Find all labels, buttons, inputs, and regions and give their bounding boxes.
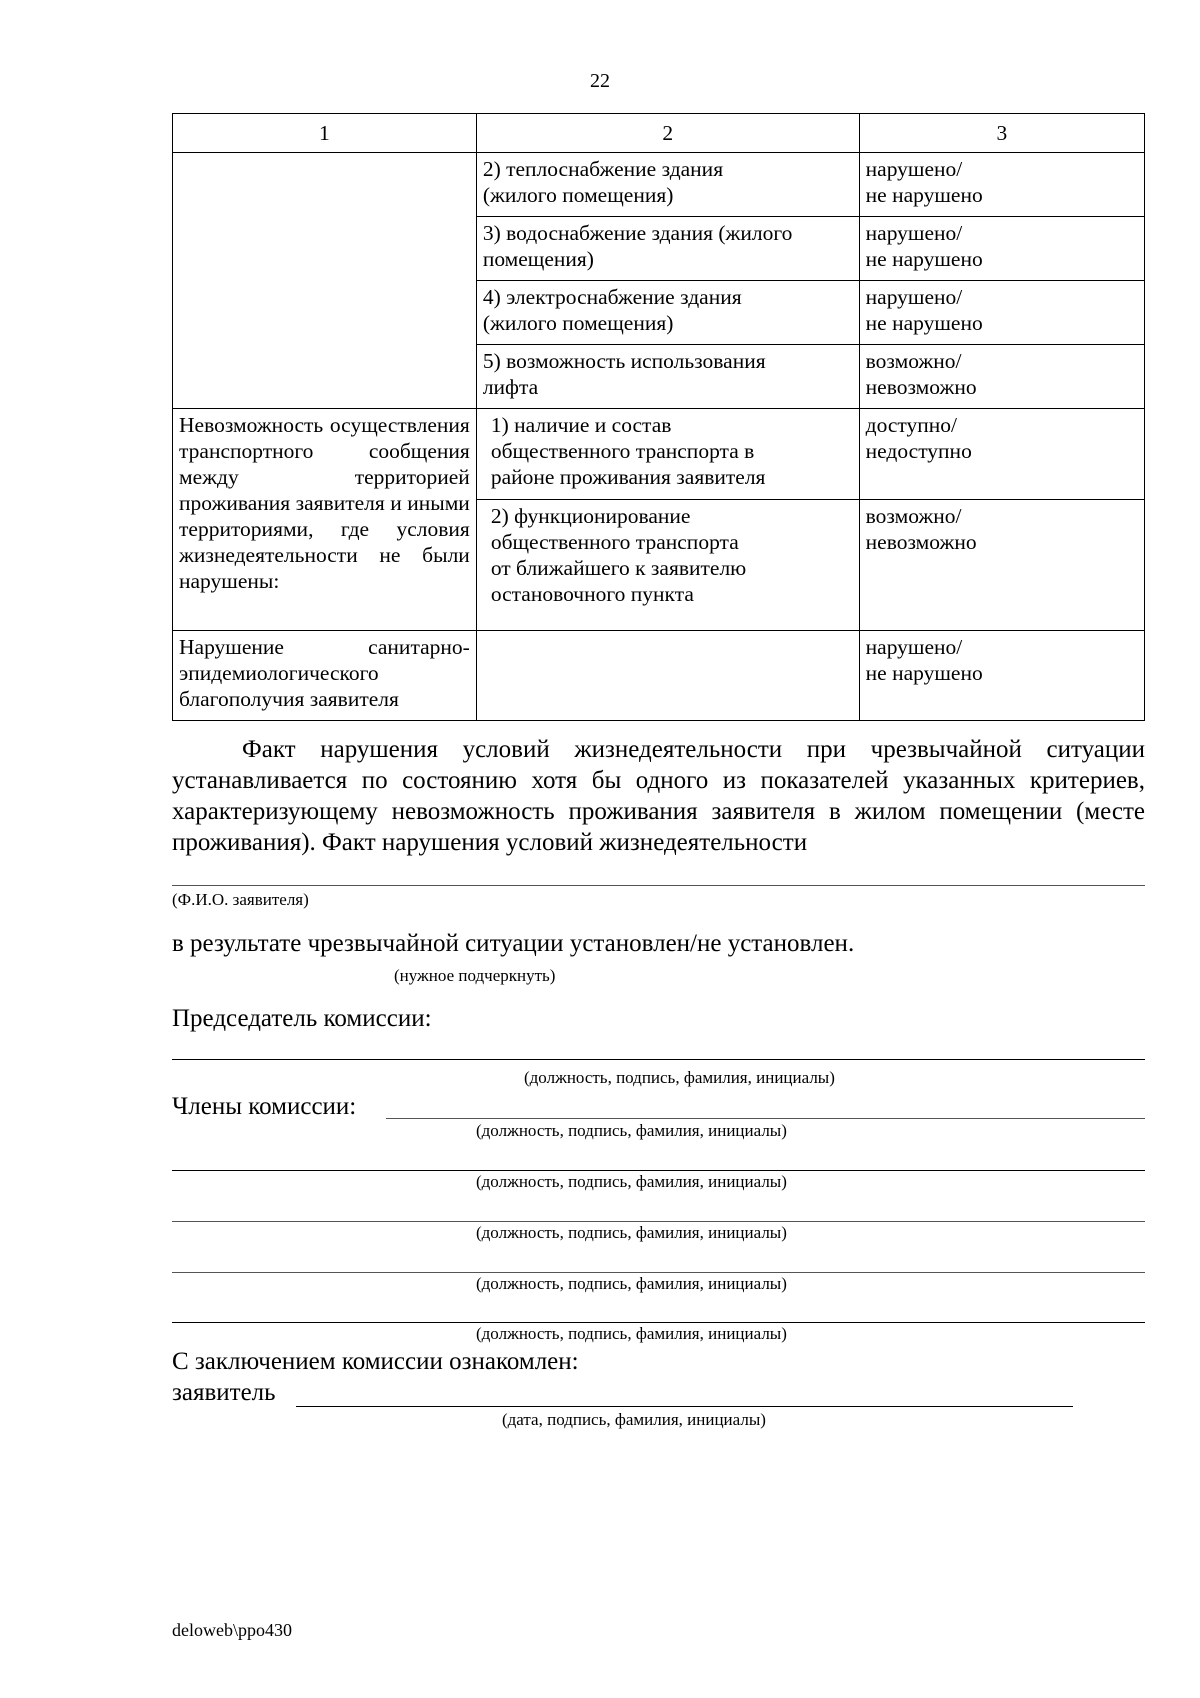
applicant-signature-line[interactable]	[296, 1406, 1073, 1407]
status-cell: нарушено/ не нарушено	[859, 153, 1144, 217]
member-signature-caption-4: (должность, подпись, фамилия, инициалы)	[476, 1274, 787, 1293]
criterion-cell: 2) теплоснабжение здания (жилого помещения)	[476, 153, 859, 217]
acquainted-label: С заключением комиссии ознакомлен:	[172, 1348, 579, 1375]
member-signature-caption-3: (должность, подпись, фамилия, инициалы)	[476, 1223, 787, 1242]
sanitary-label-cell: Нарушение санитарно-эпидемиологического благополучия заявителя	[173, 631, 477, 721]
criterion-cell: 1) наличие и состав общественного транспорта в районе проживания заявителя	[476, 409, 859, 500]
result-line: в результате чрезвычайной ситуации установлен/не установлен.	[172, 930, 855, 957]
status-cell: возможно/ невозможно	[859, 500, 1144, 631]
page-number: 22	[590, 70, 610, 92]
status-cell: возможно/ невозможно	[859, 345, 1144, 409]
criterion-cell: 4) электроснабжение здания (жилого помещения)	[476, 281, 859, 345]
member-signature-line-5[interactable]	[172, 1322, 1145, 1323]
column-header-2: 2	[476, 114, 859, 153]
criterion-cell	[476, 631, 859, 721]
chairman-signature-line[interactable]	[172, 1059, 1145, 1060]
chairman-label: Председатель комиссии:	[172, 1005, 432, 1032]
column-header-1: 1	[173, 114, 477, 153]
status-cell: нарушено/ не нарушено	[859, 631, 1144, 721]
status-cell: нарушено/ не нарушено	[859, 217, 1144, 281]
applicant-name-line[interactable]	[172, 885, 1145, 886]
transport-label-cell: Невозможность осуществления транспортного сообщения между территорией проживания заявителя и иными территориями, где условия жизнедеятельности не были нарушены:	[173, 409, 477, 631]
column-header-3: 3	[859, 114, 1144, 153]
conclusion-paragraph: Факт нарушения условий жизнедеятельности при чрезвычайной ситуации устанавливается по состоянию хотя бы одного из показателей указанных критериев, характеризующему невозможность проживания заявителя в жилом помещении (месте проживания). Факт нарушения условий жизнедеятельности	[172, 736, 1145, 856]
members-label: Члены комиссии:	[172, 1093, 357, 1120]
criterion-cell: 2) функционирование общественного транспорта от ближайшего к заявителю остановочного пункта	[476, 500, 859, 631]
table-header-row	[173, 114, 1145, 153]
empty-label-cell	[173, 153, 477, 409]
member-signature-line-2[interactable]	[172, 1170, 1145, 1171]
status-cell: доступно/ недоступно	[859, 409, 1144, 500]
document-code: deloweb\ppo430	[172, 1620, 292, 1640]
criteria-table	[172, 113, 1145, 721]
chairman-signature-caption: (должность, подпись, фамилия, инициалы)	[524, 1068, 835, 1087]
table-row	[173, 409, 1145, 500]
criterion-cell: 5) возможность использования лифта	[476, 345, 859, 409]
underline-hint: (нужное подчеркнуть)	[394, 966, 556, 985]
member-signature-line-3[interactable]	[172, 1221, 1145, 1222]
table-row	[173, 153, 1145, 217]
table-row	[173, 631, 1145, 721]
member-signature-line-1[interactable]	[386, 1118, 1145, 1119]
applicant-label: заявитель	[172, 1379, 276, 1406]
member-signature-line-4[interactable]	[172, 1272, 1145, 1273]
applicant-name-caption: (Ф.И.О. заявителя)	[172, 890, 309, 909]
criterion-cell: 3) водоснабжение здания (жилого помещения)	[476, 217, 859, 281]
status-cell: нарушено/ не нарушено	[859, 281, 1144, 345]
member-signature-caption-2: (должность, подпись, фамилия, инициалы)	[476, 1172, 787, 1191]
applicant-signature-caption: (дата, подпись, фамилия, инициалы)	[502, 1410, 766, 1429]
member-signature-caption-5: (должность, подпись, фамилия, инициалы)	[476, 1324, 787, 1343]
member-signature-caption-1: (должность, подпись, фамилия, инициалы)	[476, 1121, 787, 1140]
